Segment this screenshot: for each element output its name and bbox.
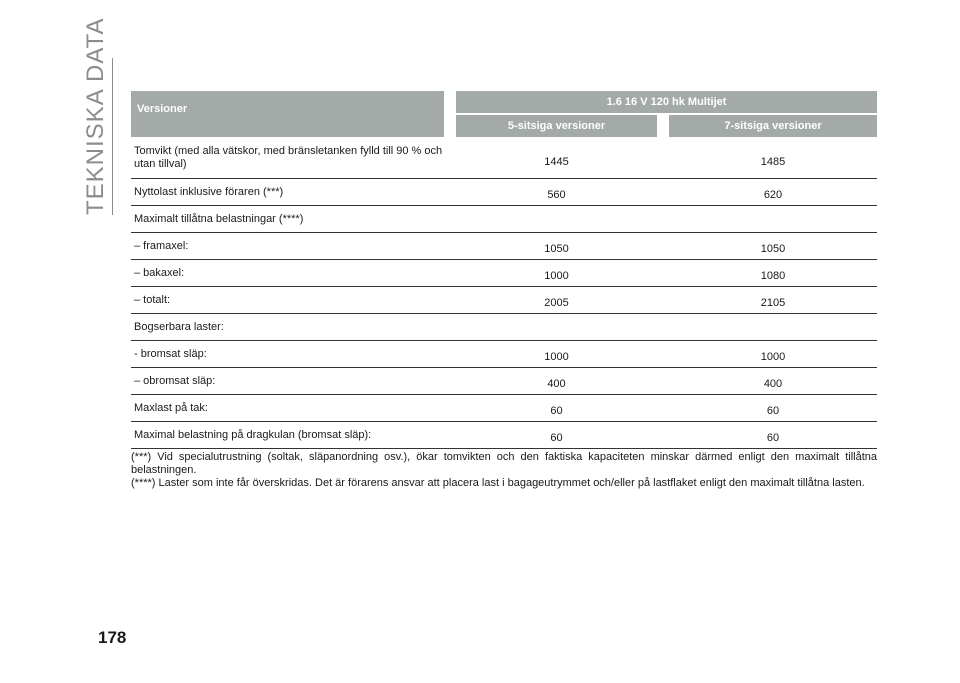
value-5-seat: 60: [550, 432, 563, 444]
value-7-seat: 1000: [760, 351, 786, 363]
value-7-seat: 1050: [760, 243, 786, 255]
table-row: [131, 206, 877, 233]
value-5-seat: 400: [547, 378, 566, 390]
value-7-seat: 60: [766, 432, 780, 444]
section-divider: [112, 58, 113, 215]
value-7-seat: 2105: [760, 297, 786, 309]
value-5-seat: 1445: [544, 156, 569, 168]
value-5-seat: 1000: [544, 351, 569, 363]
value-5-seat: 60: [550, 405, 563, 417]
table-row: [131, 287, 877, 314]
header-5-seat: 5-sitsiga versioner: [456, 115, 657, 137]
footnote-triple-asterisk: (***) Vid specialutrustning (soltak, släpanordning osv.), ökar tomvikten och den faktiska kapaciteten minskar därmed enligt den maximalt tillåtna belastningen.: [131, 451, 877, 476]
value-5-seat: 1050: [544, 243, 569, 255]
header-engine: 1.6 16 V 120 hk Multijet: [456, 91, 877, 113]
page-number: 178: [98, 628, 127, 647]
row-label: – bakaxel:: [134, 267, 185, 279]
row-label: Maximal belastning på dragkulan (bromsat släp):: [134, 429, 372, 441]
footnote-quad-asterisk: (****) Laster som inte får överskridas. Det är förarens ansvar att placera last i bagageutrymmet och/eller på lastflaket enligt den maximalt tillåtna lasten.: [131, 477, 865, 489]
header-versions-label: Versioner: [137, 103, 188, 115]
row-label: Maximalt tillåtna belastningar (****): [134, 213, 304, 225]
table-row: [131, 341, 877, 368]
row-label: – obromsat släp:: [134, 375, 216, 387]
value-5-seat: 560: [547, 189, 566, 201]
value-7-seat: 620: [763, 189, 783, 201]
row-label: Nyttolast inklusive föraren (***): [134, 186, 284, 198]
spec-table: [131, 138, 877, 449]
row-label: Maxlast på tak:: [134, 402, 208, 414]
section-title: TEKNISKA DATA: [82, 17, 109, 215]
table-row: [131, 233, 877, 260]
table-row: [131, 260, 877, 287]
value-7-seat: 1080: [760, 270, 786, 282]
table-row: [131, 368, 877, 395]
row-label: Tomvikt (med alla vätskor, med bränsletanken fylld till 90 % och utan tillval): [134, 145, 443, 170]
table-row: [131, 395, 877, 422]
footnotes: [131, 451, 877, 490]
table-row: [131, 138, 877, 179]
table-row: [131, 422, 877, 449]
value-5-seat: 2005: [544, 297, 569, 309]
header-7-seat: 7-sitsiga versioner: [669, 115, 877, 137]
value-5-seat: 1000: [544, 270, 569, 282]
row-label: – totalt:: [134, 294, 171, 306]
row-label: - bromsat släp:: [134, 348, 207, 360]
value-7-seat: 1485: [760, 156, 786, 168]
row-label: – framaxel:: [134, 240, 189, 252]
value-7-seat: 60: [766, 405, 780, 417]
row-label: Bogserbara laster:: [134, 321, 224, 333]
header-versions: [131, 91, 444, 137]
table-row: [131, 179, 877, 206]
value-7-seat: 400: [763, 378, 783, 390]
table-row: [131, 314, 877, 341]
